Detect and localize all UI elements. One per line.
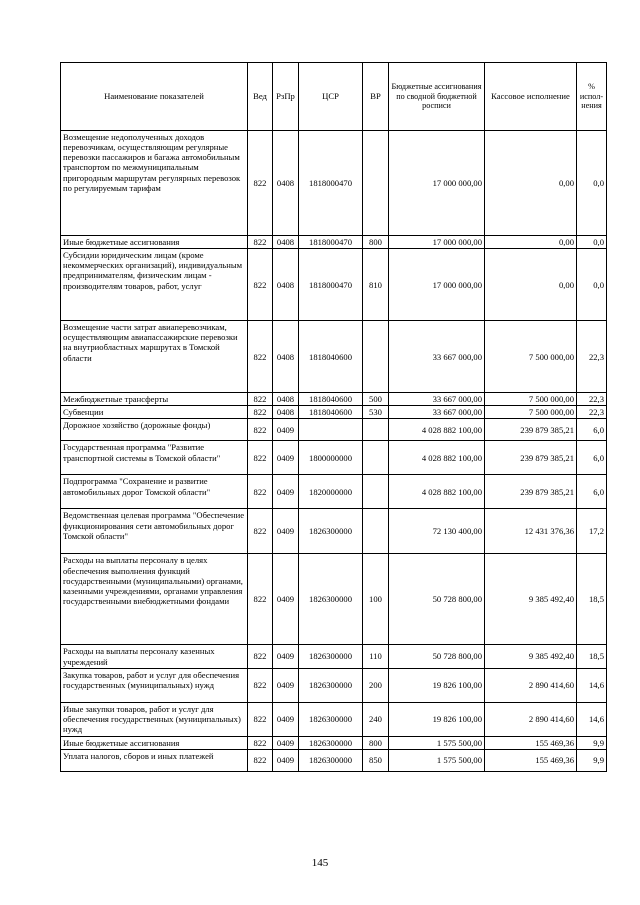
cell-cash: 2 890 414,60	[485, 668, 577, 702]
cell-name: Иные бюджетные ассигнования	[61, 236, 248, 249]
cell-rzpr: 0409	[273, 668, 299, 702]
cell-budget: 50 728 800,00	[389, 554, 485, 645]
cell-rzpr: 0409	[273, 441, 299, 475]
cell-percent: 6,0	[577, 441, 607, 475]
cell-ved: 822	[248, 736, 273, 749]
cell-ved: 822	[248, 441, 273, 475]
cell-vr	[363, 475, 389, 509]
cell-budget: 4 028 882 100,00	[389, 441, 485, 475]
cell-csr: 1826300000	[299, 736, 363, 749]
cell-ved: 822	[248, 419, 273, 441]
cell-budget: 17 000 000,00	[389, 249, 485, 321]
cell-csr: 1800000000	[299, 441, 363, 475]
cell-percent: 0,0	[577, 236, 607, 249]
cell-vr: 100	[363, 554, 389, 645]
cell-cash: 239 879 385,21	[485, 419, 577, 441]
cell-name: Расходы на выплаты персоналу в целях обеспечения выполнения функций государственными (муниципальными) органами, казенными учреждениями, органами управления государственными внебюджетными фондами	[61, 554, 248, 645]
cell-budget: 17 000 000,00	[389, 131, 485, 236]
cell-rzpr: 0409	[273, 645, 299, 668]
cell-cash: 155 469,36	[485, 749, 577, 771]
cell-name: Субсидии юридическим лицам (кроме некоммерческих организаций), индивидуальным предпринимателям, физическим лицам - производителям товаров, работ, услуг	[61, 249, 248, 321]
cell-budget: 1 575 500,00	[389, 736, 485, 749]
cell-budget: 17 000 000,00	[389, 236, 485, 249]
header-csr: ЦСР	[299, 63, 363, 131]
cell-ved: 822	[248, 131, 273, 236]
cell-csr: 1818040600	[299, 406, 363, 419]
cell-budget: 72 130 400,00	[389, 509, 485, 554]
table-row	[61, 736, 607, 749]
table-row	[61, 321, 607, 393]
cell-budget: 33 667 000,00	[389, 393, 485, 406]
cell-budget: 19 826 100,00	[389, 702, 485, 736]
cell-rzpr: 0409	[273, 509, 299, 554]
header-cash: Кассовое исполнение	[485, 63, 577, 131]
cell-percent: 22,3	[577, 393, 607, 406]
cell-percent: 18,5	[577, 554, 607, 645]
cell-rzpr: 0408	[273, 236, 299, 249]
cell-csr: 1818040600	[299, 393, 363, 406]
cell-budget: 1 575 500,00	[389, 749, 485, 771]
table-row	[61, 406, 607, 419]
cell-rzpr: 0409	[273, 554, 299, 645]
table-row	[61, 645, 607, 668]
header-budget: Бюджетные ассигнования по сводной бюджетной росписи	[389, 63, 485, 131]
budget-execution-table	[60, 62, 607, 772]
cell-percent: 17,2	[577, 509, 607, 554]
cell-ved: 822	[248, 645, 273, 668]
header-vr: ВР	[363, 63, 389, 131]
table-row	[61, 668, 607, 702]
table-body	[61, 131, 607, 772]
cell-cash: 9 385 492,40	[485, 645, 577, 668]
cell-csr: 1826300000	[299, 645, 363, 668]
cell-rzpr: 0408	[273, 131, 299, 236]
cell-percent: 22,3	[577, 321, 607, 393]
cell-rzpr: 0408	[273, 321, 299, 393]
cell-cash: 7 500 000,00	[485, 393, 577, 406]
page-number: 145	[311, 857, 329, 869]
cell-csr: 1826300000	[299, 554, 363, 645]
table-row	[61, 236, 607, 249]
cell-vr	[363, 441, 389, 475]
cell-percent: 6,0	[577, 419, 607, 441]
cell-ved: 822	[248, 668, 273, 702]
cell-ved: 822	[248, 321, 273, 393]
cell-percent: 18,5	[577, 645, 607, 668]
cell-name: Ведомственная целевая программа "Обеспечение функционирования сети автомобильных дорог Томской области"	[61, 509, 248, 554]
cell-name: Иные бюджетные ассигнования	[61, 736, 248, 749]
cell-vr: 850	[363, 749, 389, 771]
header-rzpr: РзПр	[273, 63, 299, 131]
table-row	[61, 249, 607, 321]
cell-vr: 800	[363, 736, 389, 749]
cell-ved: 822	[248, 554, 273, 645]
cell-rzpr: 0408	[273, 406, 299, 419]
cell-csr: 1818000470	[299, 249, 363, 321]
cell-name: Возмещение части затрат авиаперевозчикам, осуществляющим авиапассажирские перевозки на внутриобластных маршрутах в Томской области	[61, 321, 248, 393]
cell-cash: 0,00	[485, 131, 577, 236]
cell-vr	[363, 321, 389, 393]
cell-csr: 1818000470	[299, 131, 363, 236]
cell-rzpr: 0409	[273, 419, 299, 441]
cell-csr: 1826300000	[299, 749, 363, 771]
cell-ved: 822	[248, 406, 273, 419]
cell-name: Подпрограмма "Сохранение и развитие автомобильных дорог Томской области"	[61, 475, 248, 509]
cell-name: Иные закупки товаров, работ и услуг для обеспечения государственных (муниципальных) нужд	[61, 702, 248, 736]
cell-csr	[299, 419, 363, 441]
cell-percent: 9,9	[577, 749, 607, 771]
cell-budget: 33 667 000,00	[389, 321, 485, 393]
cell-vr: 530	[363, 406, 389, 419]
cell-rzpr: 0408	[273, 393, 299, 406]
header-row	[61, 63, 607, 131]
cell-vr	[363, 131, 389, 236]
cell-ved: 822	[248, 393, 273, 406]
cell-cash: 7 500 000,00	[485, 321, 577, 393]
cell-percent: 0,0	[577, 131, 607, 236]
table-row	[61, 749, 607, 771]
cell-ved: 822	[248, 236, 273, 249]
cell-name: Государственная программа "Развитие транспортной системы в Томской области"	[61, 441, 248, 475]
cell-budget: 50 728 800,00	[389, 645, 485, 668]
cell-rzpr: 0409	[273, 702, 299, 736]
cell-rzpr: 0409	[273, 475, 299, 509]
cell-budget: 4 028 882 100,00	[389, 475, 485, 509]
cell-name: Межбюджетные трансферты	[61, 393, 248, 406]
cell-percent: 14,6	[577, 668, 607, 702]
table-row	[61, 509, 607, 554]
cell-name: Возмещение недополученных доходов перевозчикам, осуществляющим регулярные перевозки пассажиров и багажа автомобильным транспортом по межмуниципальным пригородным маршрутам регулярных перевозок по регулируемым тарифам	[61, 131, 248, 236]
header-ved: Вед	[248, 63, 273, 131]
header-name: Наименование показателей	[61, 63, 248, 131]
cell-vr: 800	[363, 236, 389, 249]
cell-budget: 19 826 100,00	[389, 668, 485, 702]
cell-cash: 7 500 000,00	[485, 406, 577, 419]
cell-budget: 33 667 000,00	[389, 406, 485, 419]
cell-vr	[363, 509, 389, 554]
cell-ved: 822	[248, 702, 273, 736]
table-row	[61, 131, 607, 236]
cell-csr: 1818040600	[299, 321, 363, 393]
cell-vr	[363, 419, 389, 441]
cell-name: Закупка товаров, работ и услуг для обеспечения государственных (муниципальных) нужд	[61, 668, 248, 702]
cell-csr: 1826300000	[299, 668, 363, 702]
cell-csr: 1826300000	[299, 702, 363, 736]
cell-rzpr: 0409	[273, 736, 299, 749]
cell-name: Субвенции	[61, 406, 248, 419]
cell-percent: 9,9	[577, 736, 607, 749]
header-percent: % испол-нения	[577, 63, 607, 131]
cell-cash: 239 879 385,21	[485, 441, 577, 475]
table-row	[61, 393, 607, 406]
cell-cash: 12 431 376,36	[485, 509, 577, 554]
cell-cash: 239 879 385,21	[485, 475, 577, 509]
cell-vr: 240	[363, 702, 389, 736]
cell-csr: 1818000470	[299, 236, 363, 249]
cell-name: Уплата налогов, сборов и иных платежей	[61, 749, 248, 771]
cell-percent: 22,3	[577, 406, 607, 419]
cell-csr: 1826300000	[299, 509, 363, 554]
cell-cash: 0,00	[485, 236, 577, 249]
cell-ved: 822	[248, 249, 273, 321]
cell-vr: 200	[363, 668, 389, 702]
cell-cash: 0,00	[485, 249, 577, 321]
cell-vr: 500	[363, 393, 389, 406]
cell-budget: 4 028 882 100,00	[389, 419, 485, 441]
cell-percent: 0,0	[577, 249, 607, 321]
table-row	[61, 702, 607, 736]
cell-name: Расходы на выплаты персоналу казенных учреждений	[61, 645, 248, 668]
cell-cash: 155 469,36	[485, 736, 577, 749]
cell-ved: 822	[248, 749, 273, 771]
cell-rzpr: 0408	[273, 249, 299, 321]
table-row	[61, 554, 607, 645]
cell-csr: 1820000000	[299, 475, 363, 509]
table-row	[61, 475, 607, 509]
cell-name: Дорожное хозяйство (дорожные фонды)	[61, 419, 248, 441]
cell-rzpr: 0409	[273, 749, 299, 771]
cell-cash: 9 385 492,40	[485, 554, 577, 645]
cell-cash: 2 890 414,60	[485, 702, 577, 736]
table-row	[61, 419, 607, 441]
cell-percent: 14,6	[577, 702, 607, 736]
cell-vr: 810	[363, 249, 389, 321]
cell-vr: 110	[363, 645, 389, 668]
cell-ved: 822	[248, 509, 273, 554]
cell-ved: 822	[248, 475, 273, 509]
table-row	[61, 441, 607, 475]
cell-percent: 6,0	[577, 475, 607, 509]
